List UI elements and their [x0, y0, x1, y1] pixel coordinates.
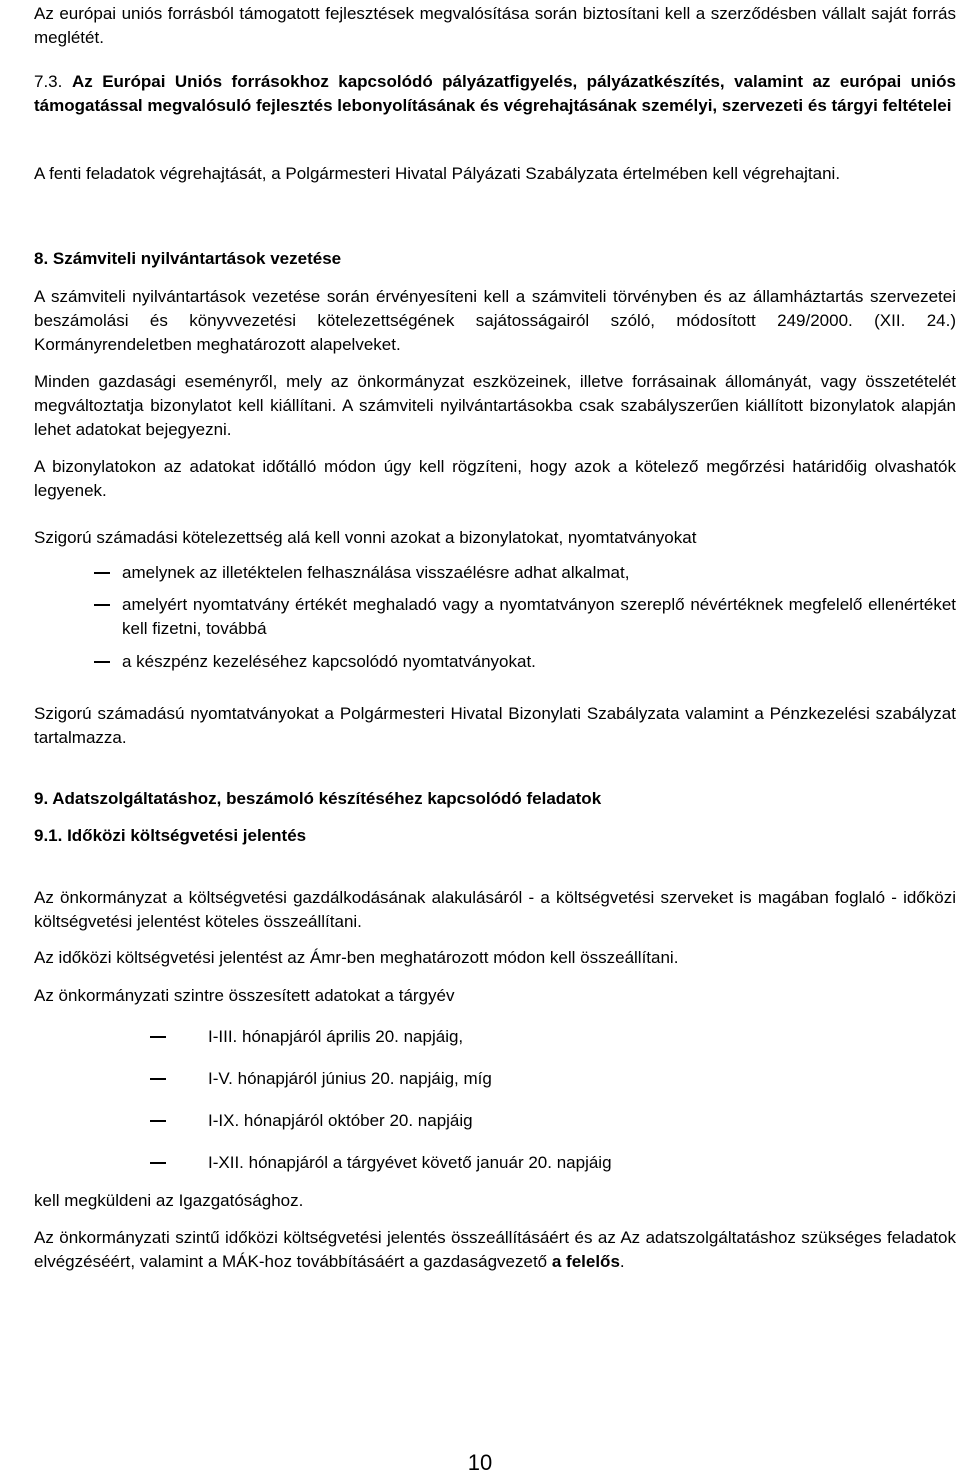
section-9-paragraph-2: Az időközi költségvetési jelentést az Ámr-ben meghatározott módon kell összeállítani. — [34, 948, 679, 967]
section-9-1-heading: 9.1. Időközi költségvetési jelentés — [34, 826, 307, 845]
section-9-paragraph-1: Az önkormányzat a költségvetési gazdálkodásának alakulásáról - a költségvetési szerveket is magában foglaló - időközi költségvetési jelentést köteles összeállítani. — [34, 888, 956, 931]
section-8-paragraph-2: Minden gazdasági eseményről, mely az önkormányzat eszközeinek, illetve forrásainak állományát, vagy összetételét megváltoztatja bizonylatot kell kiállítani. A számviteli nyilvántartásokba csak szabályszerűen kiállított bizonylatok alapján lehet adatokat bejegyezni. — [34, 372, 956, 439]
list-item — [34, 650, 956, 674]
section-8-paragraph-3: A bizonylatokon az adatokat időtálló módon úgy kell rögzíteni, hogy azok a kötelező megőrzési határidőig olvashatók legyenek. — [34, 457, 956, 500]
dash-bullet-icon — [150, 1162, 166, 1164]
list-item-text: I-III. hónapjáról április 20. napjáig, — [208, 1027, 464, 1046]
list-item-text: I-IX. hónapjáról október 20. napjáig — [208, 1111, 473, 1130]
list-item-text: a készpénz kezeléséhez kapcsolódó nyomtatványokat. — [122, 652, 536, 671]
section-9-paragraph-5-text: Az önkormányzati szintű időközi költségvetési jelentés összeállításáért és az Az adatszolgáltatáshoz szükséges feladatok elvégzéséért, valamint a MÁK-hoz továbbításáért a gazdaságvezető — [34, 1228, 956, 1271]
section-9-heading: 9. Adatszolgáltatáshoz, beszámoló készítéséhez kapcsolódó feladatok — [34, 789, 602, 808]
section-9-paragraph-5 — [34, 1226, 956, 1274]
list-item — [34, 1025, 956, 1049]
section-8-paragraph-1: A számviteli nyilvántartások vezetése során érvényesíteni kell a számviteli törvényben és az államháztartás szervezetei beszámolási és könyvvezetési kötelezettségének sajátosságairól szóló, módosított 249/2000. (XII. 24.) Kormányrendeletben meghatározott alapelveket. — [34, 287, 956, 354]
dash-bullet-icon — [94, 604, 110, 606]
list-item-text: I-V. hónapjáról június 20. napjáig, míg — [208, 1069, 492, 1088]
responsible-party-bold: a felelős — [551, 1252, 620, 1271]
dash-bullet-icon — [94, 661, 110, 663]
section-7-3-heading-text: Az Európai Uniós forrásokhoz kapcsolódó pályázatfigyelés, pályázatkészítés, valamint az európai uniós támogatással megvalósuló fejlesztés lebonyolításának és végrehajtásának személyi, szervezeti és tárgyi feltételei — [34, 72, 956, 115]
section-9-paragraph-5-end: . — [619, 1252, 625, 1271]
list-item-text: amelyért nyomtatvány értékét meghaladó vagy a nyomtatványon szereplő névértéknek megfelelő ellenértéket kell fizetni, továbbá — [122, 595, 956, 638]
list-item — [34, 561, 956, 585]
dash-bullet-icon — [94, 572, 110, 574]
section-8-paragraph-4: Szigorú számadási kötelezettség alá kell vonni azokat a bizonylatokat, nyomtatványokat — [34, 528, 697, 547]
section-8-heading: 8. Számviteli nyilvántartások vezetése — [34, 249, 342, 268]
section-8-paragraph-5: Szigorú számadású nyomtatványokat a Polgármesteri Hivatal Bizonylati Szabályzata valamint a Pénzkezelési szabályzat tartalmazza. — [34, 704, 956, 747]
section-9-paragraph-4: kell megküldeni az Igazgatósághoz. — [34, 1191, 304, 1210]
list-item-text: amelynek az illetéktelen felhasználása visszaélésre adhat alkalmat, — [122, 563, 630, 582]
list-item — [34, 1067, 956, 1091]
section-7-3-heading — [34, 70, 956, 118]
list-item — [34, 593, 956, 641]
dash-bullet-icon — [150, 1078, 166, 1080]
list-item — [34, 1109, 956, 1133]
list-item — [34, 1151, 956, 1175]
intro-paragraph: Az európai uniós forrásból támogatott fejlesztések megvalósítása során biztosítani kell a szerződésben vállalt saját forrás meglétét. — [34, 4, 956, 47]
list-item-text: I-XII. hónapjáról a tárgyévet követő január 20. napjáig — [208, 1153, 612, 1172]
section-7-3-number: 7.3. — [34, 72, 63, 91]
section-7-3-body: A fenti feladatok végrehajtását, a Polgármesteri Hivatal Pályázati Szabályzata értelmében kell végrehajtani. — [34, 164, 841, 183]
page-number: 10 — [467, 1450, 493, 1475]
dash-bullet-icon — [150, 1120, 166, 1122]
dash-bullet-icon — [150, 1036, 166, 1038]
section-9-paragraph-3: Az önkormányzati szintre összesített adatokat a tárgyév — [34, 986, 455, 1005]
